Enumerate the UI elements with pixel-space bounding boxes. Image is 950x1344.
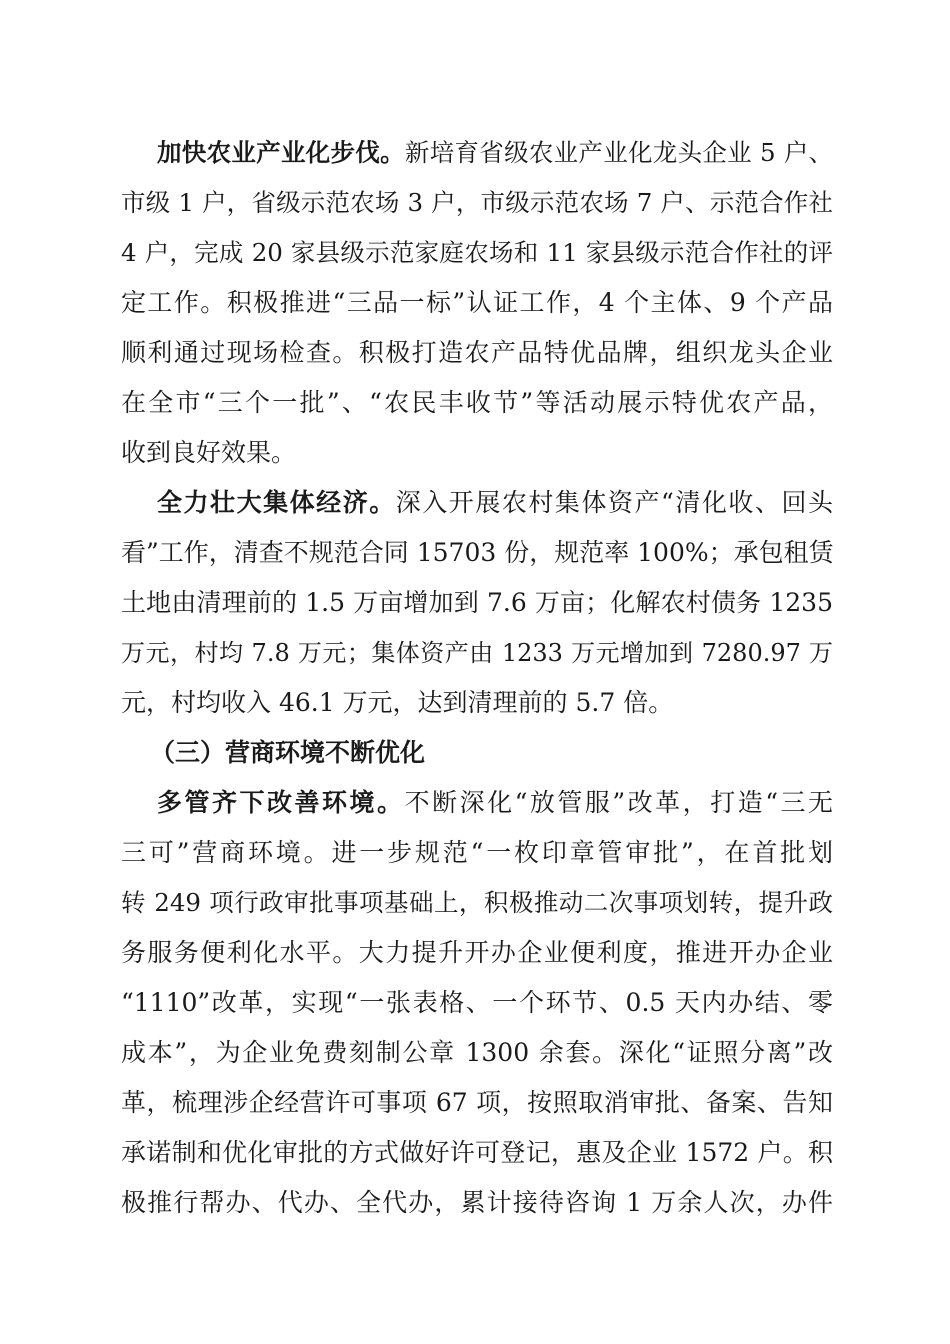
paragraph-line: 承诺制和优化审批的方式做好许可登记，惠及企业 1572 户。积 [121,1138,833,1167]
paragraph-line: 三可”营商环境。进一步规范“一枚印章管审批”，在首批划 [121,838,833,867]
paragraph-lead: 全力壮大集体经济。 [157,488,396,517]
paragraph-line: “1110”改革，实现“一张表格、一个环节、0.5 天内办结、零 [121,988,833,1017]
paragraph-line: 革，梳理涉企经营许可事项 67 项，按照取消审批、备案、告知 [121,1088,833,1117]
paragraph-line [157,778,833,828]
paragraph-line: 4 户，完成 20 家县级示范家庭农场和 11 家县级示范合作社的评 [121,238,833,267]
paragraph-line: 市级 1 户，省级示范农场 3 户，市级示范农场 7 户、示范合作社 [121,188,833,217]
paragraph-line: 看”工作，清查不规范合同 15703 份，规范率 100%；承包租赁 [121,538,834,567]
section-heading: （三）营商环境不断优化 [150,738,426,767]
paragraph-line: 定工作。积极推进“三品一标”认证工作，4 个主体、9 个产品 [121,288,833,317]
paragraph-line [157,478,833,528]
paragraph-line: 土地由清理前的 1.5 万亩增加到 7.6 万亩；化解农村债务 1235 [121,588,833,617]
paragraph-line: 极推行帮办、代办、全代办，累计接待咨询 1 万余人次，办件 [121,1188,833,1217]
paragraph-line [157,128,833,178]
paragraph-line: 万元，村均 7.8 万元；集体资产由 1233 万元增加到 7280.97 万 [121,639,833,667]
paragraph-line: 元，村均收入 46.1 万元，达到清理前的 5.7 倍。 [121,688,674,717]
paragraph-line: 在全市“三个一批”、“农民丰收节”等活动展示特优农产品， [121,388,833,417]
paragraph-line: 转 249 项行政审批事项基础上，积极推动二次事项划转，提升政 [121,888,833,917]
paragraph-line: 务服务便利化水平。大力提升开办企业便利度，推进开办企业 [121,938,833,967]
paragraph-line: 收到良好效果。 [121,438,297,467]
paragraph-text: 新培育省级农业产业化龙头企业 5 户、 [404,138,833,167]
paragraph-text: 深入开展农村集体资产“清化收、回头 [395,488,833,517]
paragraph-line: 成本”，为企业免费刻制公章 1300 余套。深化“证照分离”改 [121,1038,833,1067]
paragraph-text: 不断深化“放管服”改革，打造“三无 [404,788,833,817]
paragraph-lead: 加快农业产业化步伐。 [157,138,405,167]
paragraph-lead: 多管齐下改善环境。 [157,788,405,817]
paragraph-line: 顺利通过现场检查。积极打造农产品特优品牌，组织龙头企业 [121,338,833,367]
